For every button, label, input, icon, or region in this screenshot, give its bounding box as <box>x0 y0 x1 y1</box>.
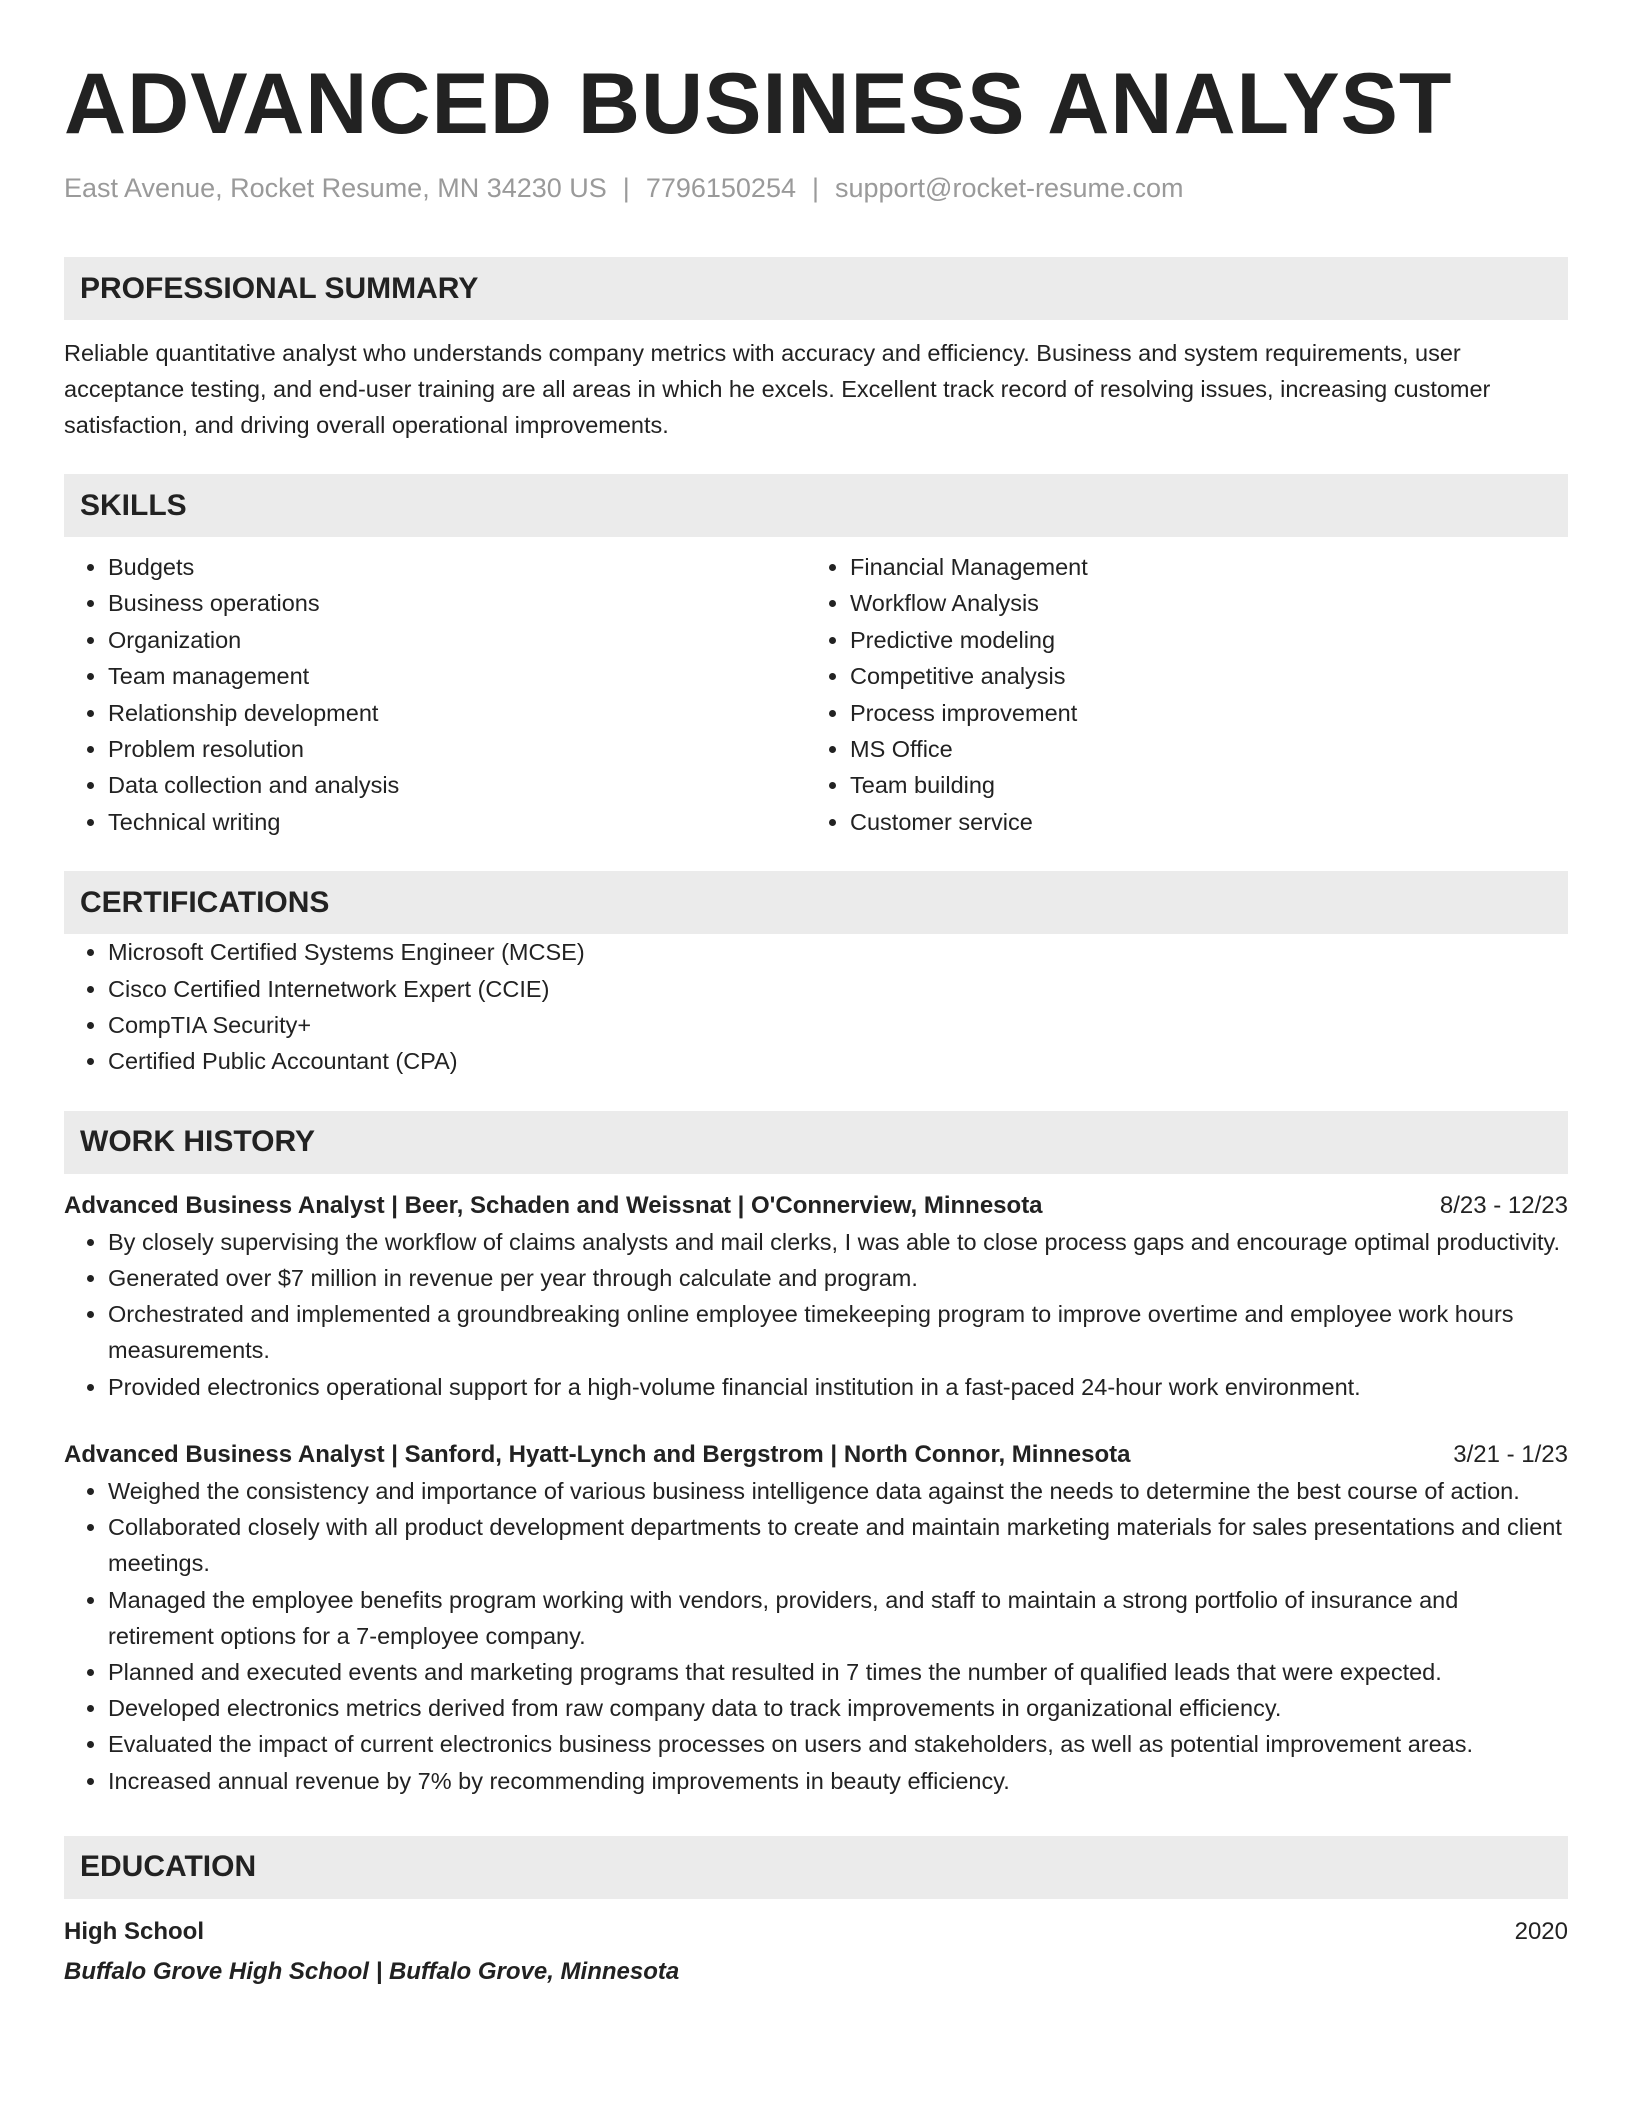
education-school: Buffalo Grove High School | Buffalo Grove, Minnesota <box>64 1957 680 1985</box>
skill-item: • Process improvement <box>850 695 1548 731</box>
skill-item: • Workflow Analysis <box>850 585 1548 621</box>
skill-item: • Budgets <box>108 549 806 585</box>
job-bullet: • By closely supervising the workflow of claims analysts and mail clerks, I was able to close process gaps and encourage optimal productivity. <box>108 1224 1568 1260</box>
skill-item: • Team building <box>850 767 1548 803</box>
job-bullet: • Generated over $7 million in revenue per year through calculate and program. <box>108 1260 1568 1296</box>
job-bullet: • Planned and executed events and marketing programs that resulted in 7 times the number of qualified leads that were expected. <box>108 1654 1568 1690</box>
education-entry <box>64 1914 1568 1950</box>
job-bullet: • Collaborated closely with all product development departments to create and maintain marketing materials for sales presentations and client meetings. <box>108 1509 1568 1581</box>
education-year: 2020 <box>1514 1917 1568 1945</box>
section-header-certifications: CERTIFICATIONS <box>64 871 1568 934</box>
summary-text: Reliable quantitative analyst who understands company metrics with accuracy and efficiency. Business and system requirements, user acceptance testing, and end-user training are all areas in which he excels. Excellent track record of resolving issues, increasing customer satisfaction, and driving overall operational improvements. <box>64 340 1491 438</box>
job-title: Advanced Business Analyst | Beer, Schaden and Weissnat | O'Connerview, Minnesota <box>64 1191 1043 1219</box>
job-entry <box>64 1188 1568 1405</box>
certifications-list <box>64 934 1568 1080</box>
education-degree: High School <box>64 1917 204 1945</box>
certification-item: • Certified Public Accountant (CPA) <box>108 1043 1568 1079</box>
skills-list-left <box>64 549 806 840</box>
certification-item: • Cisco Certified Internetwork Expert (CCIE) <box>108 971 1568 1007</box>
job-heading-row <box>64 1188 1568 1224</box>
job-bullets <box>64 1473 1568 1799</box>
skill-item: • Relationship development <box>108 695 806 731</box>
job-bullet: • Provided electronics operational support for a high-volume financial institution in a fast-paced 24-hour work environment. <box>108 1369 1568 1405</box>
separator: | <box>622 173 630 203</box>
contact-line <box>64 170 1568 206</box>
skills-column-left <box>64 549 806 840</box>
job-dates: 8/23 - 12/23 <box>1439 1191 1568 1219</box>
job-bullet: • Evaluated the impact of current electronics business processes on users and stakeholders, as well as potential improvement areas. <box>108 1726 1568 1762</box>
job-bullet: • Weighed the consistency and importance of various business intelligence data against the needs to determine the best course of action. <box>108 1473 1568 1509</box>
section-header-work-history: WORK HISTORY <box>64 1111 1568 1174</box>
skill-item: • Team management <box>108 658 806 694</box>
email: support@rocket-resume.com <box>835 173 1184 203</box>
skills-column-right <box>806 549 1548 840</box>
job-title: Advanced Business Analyst | Sanford, Hyatt-Lynch and Bergstrom | North Connor, Minnesota <box>64 1440 1131 1468</box>
work-history-list <box>64 1188 1568 1799</box>
section-header-education: EDUCATION <box>64 1836 1568 1899</box>
certification-item: • CompTIA Security+ <box>108 1007 1568 1043</box>
skill-item: • Business operations <box>108 585 806 621</box>
section-header-skills: SKILLS <box>64 474 1568 537</box>
skill-item: • Data collection and analysis <box>108 767 806 803</box>
skill-item: • Financial Management <box>850 549 1548 585</box>
job-dates: 3/21 - 1/23 <box>1453 1440 1568 1468</box>
job-bullet: • Increased annual revenue by 7% by recommending improvements in beauty efficiency. <box>108 1763 1568 1799</box>
section-header-summary: PROFESSIONAL SUMMARY <box>64 257 1568 320</box>
job-bullet: • Orchestrated and implemented a groundbreaking online employee timekeeping program to improve overtime and employee work hours measurements. <box>108 1296 1568 1368</box>
job-bullets <box>64 1224 1568 1405</box>
job-bullet: • Developed electronics metrics derived from raw company data to track improvements in organizational efficiency. <box>108 1690 1568 1726</box>
job-heading-row <box>64 1437 1568 1473</box>
job-entry <box>64 1437 1568 1799</box>
certification-item: • Microsoft Certified Systems Engineer (MCSE) <box>108 934 1568 970</box>
skills-list-right <box>806 549 1548 840</box>
skill-item: • MS Office <box>850 731 1548 767</box>
skill-item: • Technical writing <box>108 804 806 840</box>
skill-item: • Customer service <box>850 804 1548 840</box>
phone: 7796150254 <box>645 173 796 203</box>
skill-item: • Competitive analysis <box>850 658 1548 694</box>
address: East Avenue, Rocket Resume, MN 34230 US <box>64 173 607 203</box>
skill-item: • Problem resolution <box>108 731 806 767</box>
candidate-name: ADVANCED BUSINESS ANALYST <box>64 56 1453 152</box>
skill-item: • Predictive modeling <box>850 622 1548 658</box>
skill-item: • Organization <box>108 622 806 658</box>
job-bullet: • Managed the employee benefits program working with vendors, providers, and staff to maintain a strong portfolio of insurance and retirement options for a 7-employee company. <box>108 1582 1568 1654</box>
skills-columns <box>64 549 1568 840</box>
separator: | <box>811 173 819 203</box>
